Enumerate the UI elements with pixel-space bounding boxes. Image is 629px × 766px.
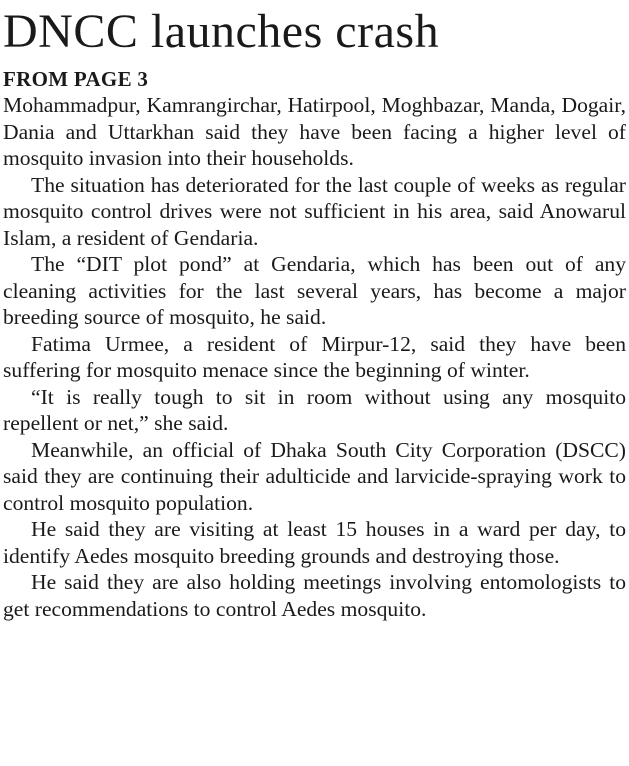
headline: DNCC launches crash	[3, 5, 440, 58]
article-body	[3, 92, 626, 622]
paragraph-7: He said they are visiting at least 15 houses in a ward per day, to identify Aedes mosquito breeding grounds and destroying those.	[3, 517, 626, 568]
paragraph-8: He said they are also holding meetings involving entomologists to get recommendations to control Aedes mosquito.	[3, 570, 626, 621]
paragraph-3: The “DIT plot pond” at Gendaria, which has been out of any cleaning activities for the last several years, has become a major breeding source of mosquito, he said.	[3, 252, 626, 329]
article	[3, 0, 626, 622]
paragraph-5: “It is really tough to sit in room without using any mosquito repellent or net,” she said.	[3, 384, 626, 435]
paragraph-6: Meanwhile, an official of Dhaka South City Corporation (DSCC) said they are continuing their adulticide and larvicide-spraying work to control mosquito population.	[3, 437, 626, 515]
paragraph-2: The situation has deteriorated for the last couple of weeks as regular mosquito control drives were not sufficient in his area, said Anowarul Islam, a resident of Gendaria.	[3, 172, 626, 250]
paragraph-4: Fatima Urmee, a resident of Mirpur-12, said they have been suffering for mosquito menace since the beginning of winter.	[3, 331, 626, 382]
continuation-kicker: FROM PAGE 3	[3, 67, 149, 91]
paragraph-1: Mohammadpur, Kamrangirchar, Hatirpool, Moghbazar, Manda, Dogair, Dania and Uttarkhan said they have been facing a higher level of mosquito invasion into their households.	[3, 93, 626, 170]
